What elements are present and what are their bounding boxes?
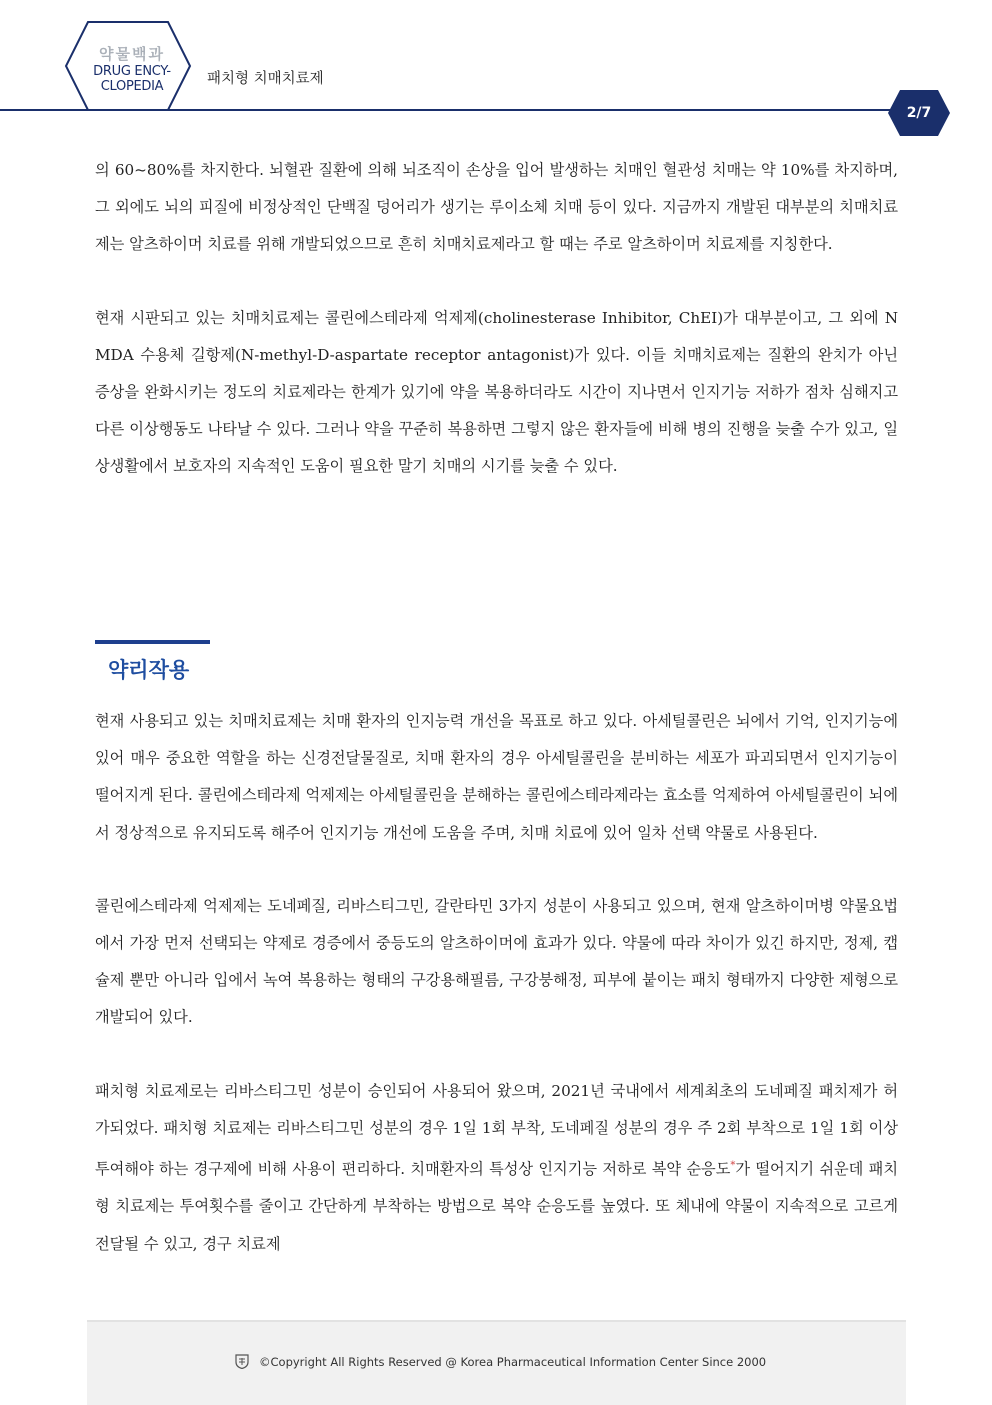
logo-english-line2: CLOPEDIA [100, 79, 164, 94]
intro-paragraph-1: 의 60~80%를 차지한다. 뇌혈관 질환에 의해 뇌조직이 손상을 입어 발생하는 치매인 혈관성 치매는 약 10%를 차지하며, 그 외에도 뇌의 피질에 비정상적인 단백질 덩어리가 생기는 루이소체 치매 등이 있다. 지금까지 개발된 대부분의 치매치료제는 알츠하이머 치료를 위해 개발되었으므로 흔히 치매치료제라고 할 때는 주로 알츠하이머 치료제를 지칭한다. [95, 161, 898, 254]
page-footer [87, 1320, 906, 1405]
section-heading [95, 640, 210, 684]
shield-emblem-icon [235, 1354, 249, 1369]
section-paragraph-2: 콜린에스테라제 억제제는 도네페질, 리바스티그민, 갈란타민 3가지 성분이 사용되고 있으며, 현재 알츠하이머병 약물요법에서 가장 먼저 선택되는 약제로 경증에서 중등도의 알츠하이머에 효과가 있다. 약물에 따라 차이가 있긴 하지만, 정제, 캡슐제 뿐만 아니라 입에서 녹여 복용하는 형태의 구강용해필름, 구강붕해정, 피부에 붙이는 패치 형태까지 다양한 제형으로 개발되어 있다. [95, 896, 898, 1027]
logo-english-line1: DRUG ENCY- [93, 64, 171, 79]
intro-content [95, 152, 898, 486]
copyright-text: ©Copyright All Rights Reserved @ Korea Pharmaceutical Information Center Since 2000 [259, 1354, 767, 1369]
document-title: 패치형 치매치료제 [207, 71, 324, 87]
section-underline-bar [95, 640, 210, 644]
page-header [0, 0, 992, 140]
section-paragraph-1: 현재 사용되고 있는 치매치료제는 치매 환자의 인지능력 개선을 목표로 하고 있다. 아세틸콜린은 뇌에서 기억, 인지기능에 있어 매우 중요한 역할을 하는 신경전달물질로, 치매 환자의 경우 아세틸콜린을 분비하는 세포가 파괴되면서 인지기능이 떨어지게 된다. 콜린에스테라제 억제제는 아세틸콜린을 분해하는 콜린에스테라제라는 효소를 억제하여 아세틸콜린이 뇌에서 정상적으로 유지되도록 해주어 인지기능 개선에 도움을 주며, 치매 치료에 있어 일차 선택 약물로 사용된다. [95, 712, 898, 842]
section-paragraph-3 [95, 1073, 898, 1263]
logo [72, 44, 192, 94]
paragraph-3-part1: 패치형 치료제로는 리바스티그민 성분이 승인되어 사용되어 왔으며, 2021년 국내에서 세계최초의 도네페질 패치제가 허가되었다. 패치형 치료제는 리바스티그민 성분의 경우 1일 1회 부착, 도네페질 성분의 경우 주 2회 부착으로 1일 1회 이상 투여해야 하는 경구제에 비해 사용이 편리하다. 치매환자의 특성상 인지기능 저하로 복약 순응도 [95, 1081, 898, 1179]
intro-paragraph-2: 현재 시판되고 있는 치매치료제는 콜린에스테라제 억제제(cholinesterase Inhibitor, ChEI)가 대부분이고, 그 외에 NMDA 수용체 길항제(N-methyl-D-aspartate receptor antagonist)가 있다. 이들 치매치료제는 질환의 완치가 아닌 증상을 완화시키는 정도의 치료제라는 한계가 있기에 약을 복용하더라도 시간이 지나면서 인지기능 저하가 점차 심해지고 다른 이상행동도 나타날 수 있다. 그러나 약을 꾸준히 복용하면 그렇지 않은 환자들에 비해 병의 진행을 늦출 수가 있고, 일상생활에서 보호자의 지속적인 도움이 필요한 말기 치매의 시기를 늦출 수 있다. [95, 308, 898, 476]
paragraph-3-part2: 가 떨어지기 쉬운데 패치형 치료제는 투여횟수를 줄이고 간단하게 부착하는 방법으로 복약 순응도를 높였다. 또 체내에 약물이 지속적으로 고르게 전달될 수 있고, 경구 치료제 [95, 1160, 899, 1253]
footnote-mark: * [730, 1160, 736, 1172]
page-number: 2/7 [906, 105, 932, 121]
section-content [95, 703, 898, 1263]
section-title: 약리작용 [108, 658, 190, 682]
logo-korean: 약물백과 [99, 45, 165, 63]
